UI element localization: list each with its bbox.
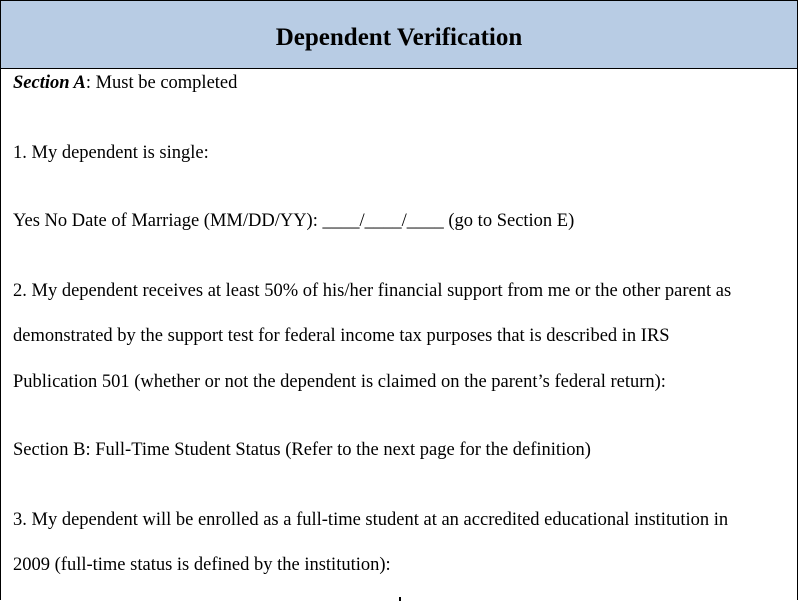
section-a-label: Section A [13, 73, 86, 93]
question-2-line-2: demonstrated by the support test for federal income tax purposes that is described in IRS [13, 326, 670, 346]
page-break-mark [399, 597, 401, 601]
section-a-line [13, 72, 237, 94]
question-1: 1. My dependent is single: [13, 143, 209, 163]
section-b-heading: Section B: Full-Time Student Status (Refer to the next page for the definition) [13, 440, 591, 460]
question-3-line-2: 2009 (full-time status is defined by the institution): [13, 555, 391, 575]
section-a-instruction: : Must be completed [85, 73, 238, 93]
question-3-line-1: 3. My dependent will be enrolled as a full-time student at an accredited educational institution in [13, 510, 729, 530]
question-1-options: Yes No Date of Marriage (MM/DD/YY): ____/____/____ (go to Section E) [13, 211, 575, 231]
form-title: Dependent Verification [275, 23, 523, 51]
form-header [1, 1, 797, 69]
question-2-line-1: 2. My dependent receives at least 50% of his/her financial support from me or the other parent as [13, 281, 732, 301]
question-2-line-3: Publication 501 (whether or not the dependent is claimed on the parent’s federal return): [13, 372, 666, 392]
